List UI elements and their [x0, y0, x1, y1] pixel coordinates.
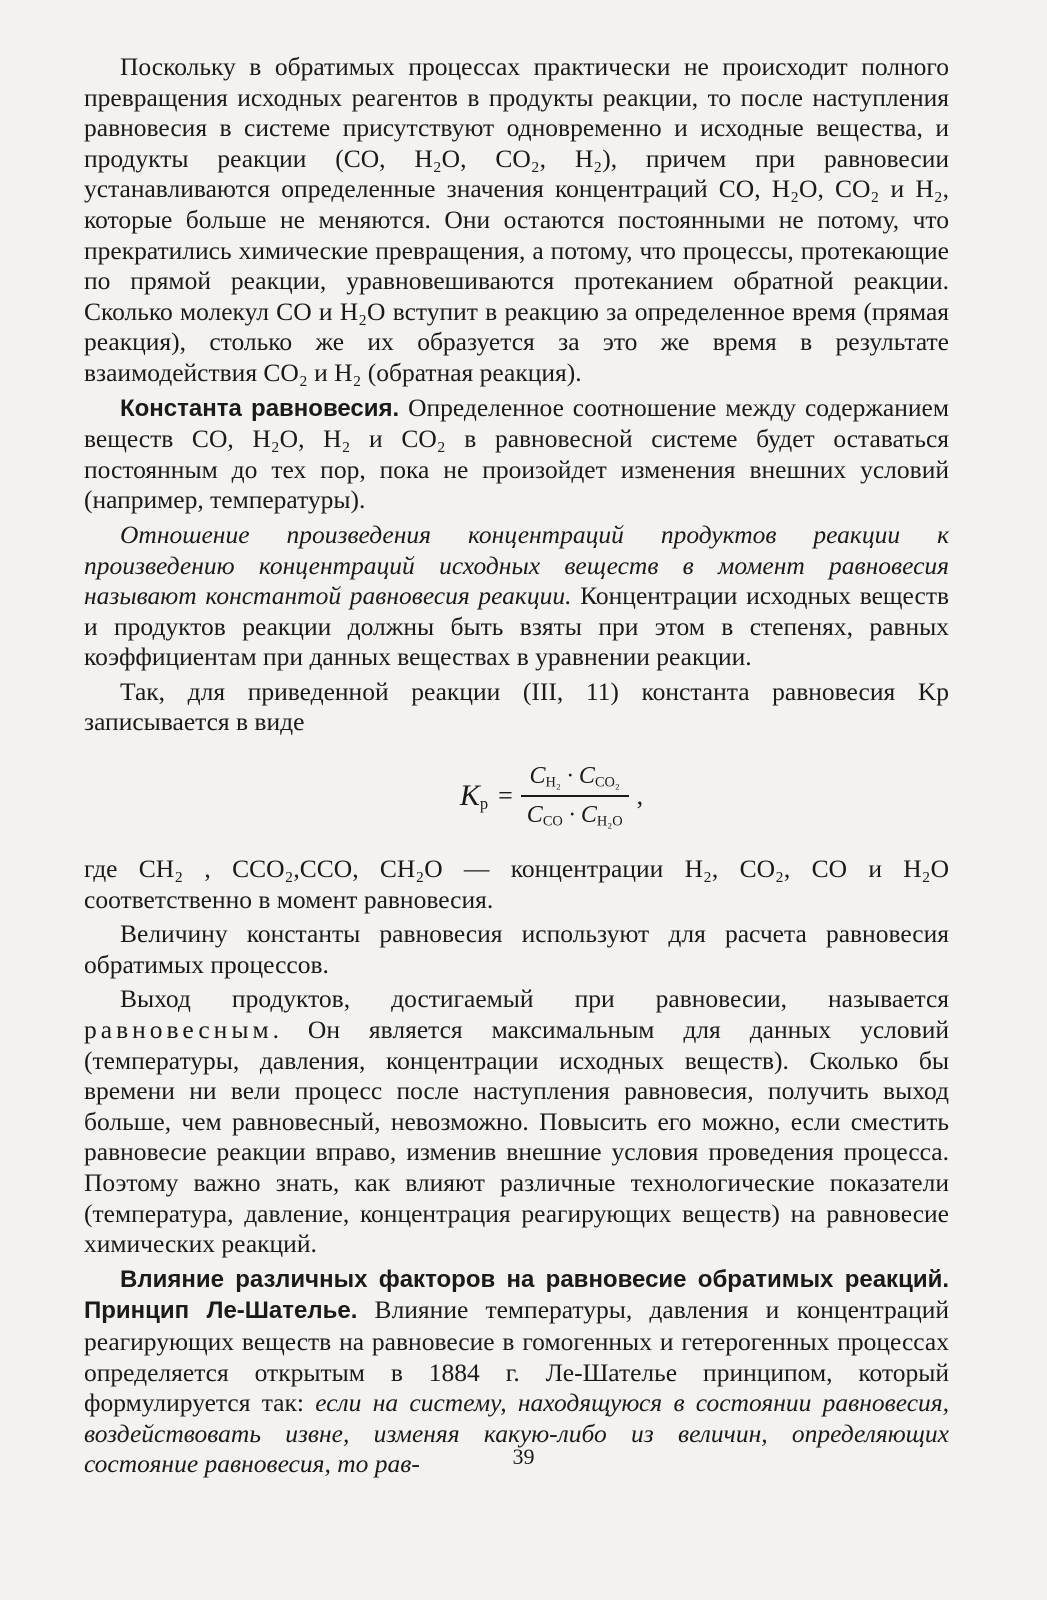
paragraph-definition — [84, 520, 949, 673]
spaced-term: равновесным — [84, 1015, 273, 1045]
principle-italic: если на систему, находящуюся в состоянии равновесия, воздействовать извне, изменяя какую-либо из величин, определяющих состояние равновесия, то рав- — [84, 1388, 949, 1479]
formula-lhs: $K_р$ — [459, 778, 489, 813]
body-text — [84, 52, 949, 1480]
definition-italic: Отношение произведения концентраций продуктов реакции к произведению концентраций исходных веществ в момент равновесия называют константой равновесия реакции. — [84, 519, 949, 611]
page-number: 39 — [512, 1444, 535, 1469]
formula-equals: = — [498, 780, 513, 810]
paragraph-constant-use: Величину константы равновесия используют для расчета равновесия обратимых процессов. — [84, 919, 949, 979]
paragraph-le-chatelier: Влияние различных факторов на равновесие обратимых реакций. Принцип Ле-Шателье. Влияние температуры, давления и концентраций реагирующих веществ на равновесие в гомогенных и гетерогенных процессах определяется открытым в 1884 г. Ле-Шателье принципом, который формулируется так: если на систему, находящуюся в состоянии равновесия, воздействовать извне, изменяя какую-либо из величин, определяющих состояние равновесия, то рав- — [84, 1265, 950, 1479]
paragraph-formula-intro: Так, для приведенной реакции (III, 11) константа равновесия Kр записывается в виде — [84, 676, 949, 737]
fraction-bar — [521, 795, 629, 797]
paragraph-equilibrium-intro: Поскольку в обратимых процессах практически не происходит полного превращения исходных реагентов в продукты реакции, то после наступления равновесия в системе присутствуют одновременно и исходные вещества, и продукты реакции (СО, Н₂О, СО₂, Н₂), причем при равновесии устанавливаются определенные значения концентраций СО, Н₂О, СО₂ и Н₂, которые больше не меняются. Они остаются постоянными не потому, что прекратились химические превращения, а потому, что процессы, протекающие по прямой реакции, уравновешиваются протеканием обратной реакции. Сколько молекул СО и Н₂О вступит в реакцию за определенное время (прямая реакция), столько же их образуется за это же время в результате взаимодействия СО₂ и Н₂ (обратная реакция). — [84, 52, 949, 387]
heading-le-chatelier: Влияние различных факторов на равновесие обратимых реакций. Принцип Ле-Шателье. — [84, 1265, 949, 1325]
formula-numerator: $C_{H_2} \cdot C_{CO_2}$ — [529, 763, 620, 792]
paragraph-text: Концентрации исходных веществ и продуктов реакции должны быть взяты при этом в степенях, равных коэффициентам при данных веществах в уравнении реакции. — [84, 581, 950, 672]
formula-fraction — [521, 761, 629, 830]
paragraph-formula-legend: где CН₂ , CCO₂,CCO, CН₂O — концентрации Н₂, СО₂, СО и Н₂О соответственно в момент равновесия. — [84, 854, 949, 914]
equilibrium-formula — [154, 756, 949, 836]
formula-denominator: $C_{CO} \cdot C_{H_2O}$ — [526, 802, 623, 830]
paragraph-equilibrium-constant — [84, 393, 949, 516]
paragraph-text: Определенное соотношение между содержанием веществ СО, Н₂О, Н₂ и СО₂ в равновесной системе будет оставаться постоянным до тех пор, пока не произойдет изменения внешних условий (например, температуры). — [84, 392, 949, 515]
heading-equilibrium-constant: Константа равновесия. — [120, 394, 400, 422]
paragraph-yield: Выход продуктов, достигаемый при равновесии, называется равновесным. Он является максимальным для данных условий (температуры, давления, концентрации исходных веществ). Сколько бы времени ни вели процесс после наступления равновесия, получить выход больше, чем равновесный, невозможно. Повысить его можно, если сместить равновесие реакции вправо, изменив внешние условия проведения процесса. Поэтому важно знать, как влияют различные технологические показатели (температура, давление, концентрация реагирующих веществ) на равновесие химических реакций. — [84, 984, 949, 1259]
formula-comma: , — [636, 780, 644, 810]
